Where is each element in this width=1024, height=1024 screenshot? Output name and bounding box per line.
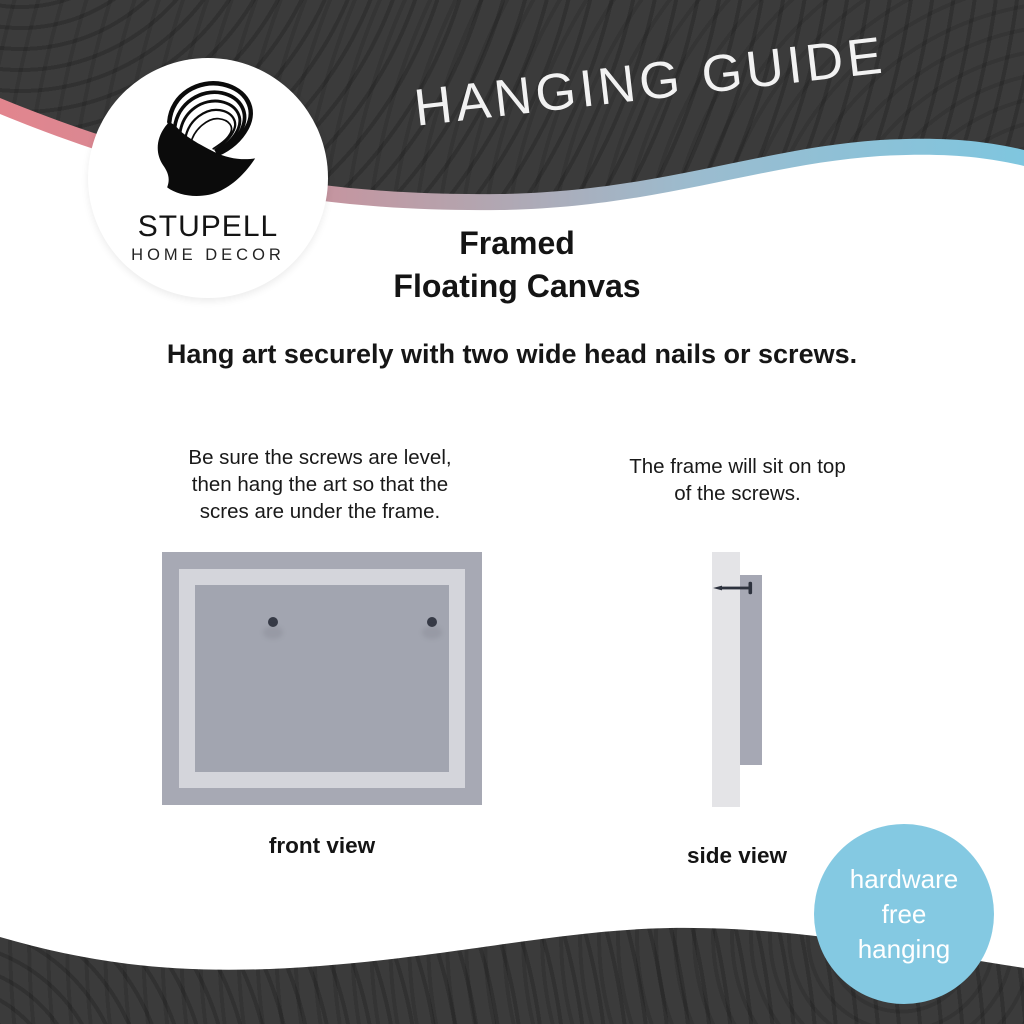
side-view-note-line2: of the screws. <box>674 482 801 505</box>
screw-dot-icon <box>427 617 437 627</box>
product-title-line1: Framed <box>459 225 575 261</box>
instruction-text: Hang art securely with two wide head nails or screws. <box>166 339 858 369</box>
badge-line3: hanging <box>857 934 951 964</box>
brand-name: STUPELL <box>137 210 279 243</box>
hardware-free-badge <box>814 824 994 1004</box>
side-view-note <box>590 453 885 507</box>
nail-icon <box>713 581 755 595</box>
side-view-canvas-bar <box>740 575 762 765</box>
front-view-note-line3: scres are under the frame. <box>199 500 441 523</box>
badge-line1: hardware <box>849 864 959 894</box>
front-view-caption: front view <box>268 833 376 858</box>
screw-dot-icon <box>268 617 278 627</box>
front-view-diagram <box>162 552 482 805</box>
front-view-note-line1: Be sure the screws are level, <box>188 446 452 469</box>
front-view-note-line2: then hang the art so that the <box>191 473 449 496</box>
stupell-s-swoosh-icon <box>150 74 268 202</box>
page-title: HANGING GUIDE <box>411 26 889 138</box>
badge-line2: free <box>881 899 927 929</box>
product-title <box>267 222 767 308</box>
side-view-note-line1: The frame will sit on top <box>629 455 846 478</box>
frame-canvas <box>195 585 449 772</box>
frame-mat <box>179 569 465 788</box>
product-title-line2: Floating Canvas <box>393 268 641 304</box>
brand-tagline: HOME DECOR <box>131 246 285 264</box>
side-view-caption: side view <box>686 843 788 868</box>
front-view-note <box>150 444 490 525</box>
